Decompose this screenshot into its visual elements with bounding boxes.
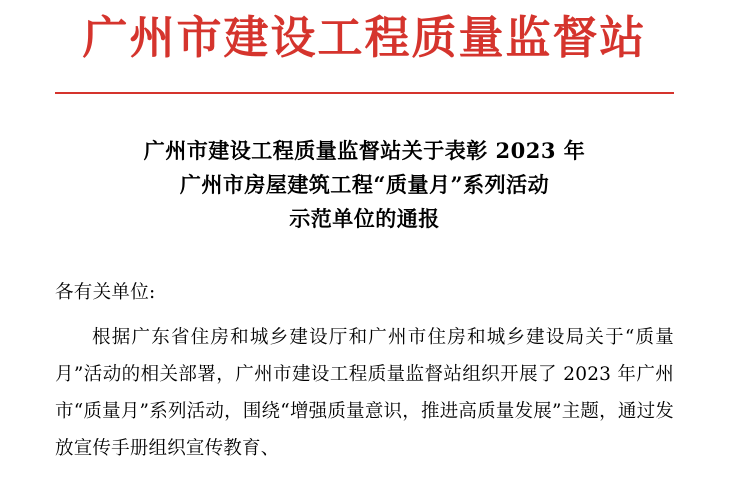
letterhead-organization-name: 广州市建设工程质量监督站 (82, 11, 647, 64)
document-title-line-3: 示范单位的通报 (289, 205, 440, 231)
letterhead (55, 0, 674, 94)
letterhead-divider (55, 92, 674, 94)
salutation: 各有关单位: (55, 281, 156, 303)
document-title-line-2: 广州市房屋建筑工程“质量月”系列活动 (179, 171, 550, 197)
body-paragraph-1: 根据广东省住房和城乡建设厅和广州市住房和城乡建设局关于“质量月”活动的相关部署，广州市建设工程质量监督站组织开展了 2023 年广州市“质量月”系列活动，围绕“增强质量意识，推进高质量发展”主题，通过发放宣传手册组织宣传教育、 (55, 327, 674, 460)
document-title-line-1: 广州市建设工程质量监督站关于表彰 2023 年 (143, 137, 586, 163)
document-title (55, 134, 674, 236)
